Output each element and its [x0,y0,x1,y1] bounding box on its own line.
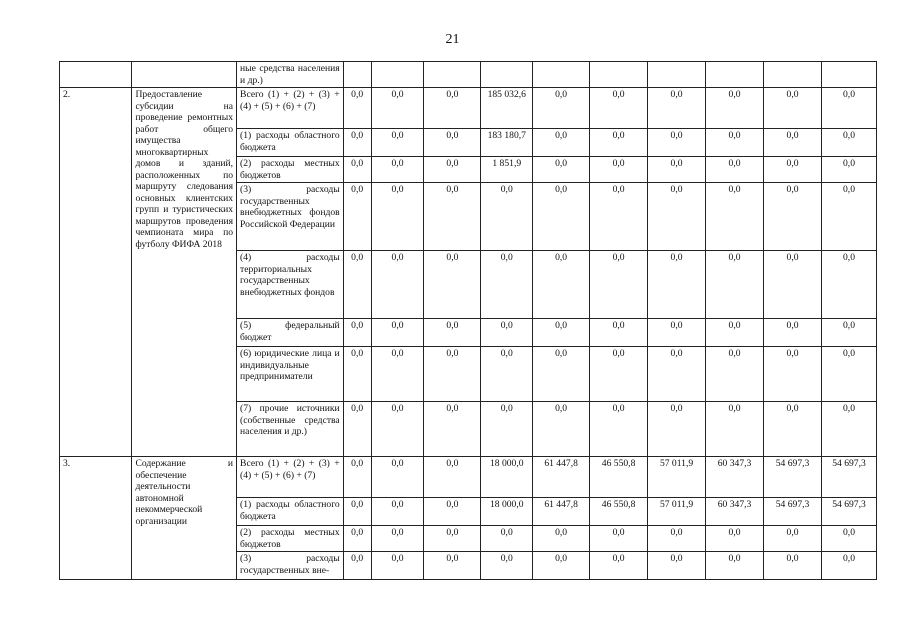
page-number: 21 [445,32,460,47]
value-cell: 0,0 [533,347,590,402]
value-cell: 0,0 [590,251,648,319]
value-cell: 0,0 [343,402,371,457]
value-cell: 0,0 [590,129,648,157]
budget-table [59,61,877,580]
value-cell: 60 347,3 [706,498,764,526]
value-cell: 0,0 [590,88,648,129]
funding-source: Всего (1) + (2) + (3) + (4) + (5) + (6) + (7) [237,457,344,498]
value-cell: 18 000,0 [481,498,533,526]
value-cell: 0,0 [648,526,706,552]
value-cell: 0,0 [533,552,590,580]
value-cell [764,62,822,88]
value-cell: 0,0 [706,526,764,552]
value-cell: 0,0 [822,88,877,129]
value-cell: 0,0 [343,457,371,498]
value-cell: 0,0 [764,129,822,157]
activity-name [132,62,237,88]
value-cell: 0,0 [706,157,764,183]
value-cell: 46 550,8 [590,498,648,526]
value-cell: 61 447,8 [533,457,590,498]
value-cell: 0,0 [764,526,822,552]
value-cell: 0,0 [822,251,877,319]
value-cell: 54 697,3 [764,498,822,526]
value-cell [343,62,371,88]
value-cell: 0,0 [706,402,764,457]
value-cell: 0,0 [371,457,424,498]
value-cell: 0,0 [533,402,590,457]
value-cell: 0,0 [481,319,533,347]
value-cell: 0,0 [590,183,648,251]
value-cell: 0,0 [343,251,371,319]
funding-source: (3) расходы государственных вне- [237,552,344,580]
value-cell: 46 550,8 [590,457,648,498]
value-cell: 0,0 [343,347,371,402]
value-cell [590,62,648,88]
activity-name: Содержание и обеспечение деятельности автономной некоммерческой организации [132,457,237,580]
funding-source: Всего (1) + (2) + (3) + (4) + (5) + (6) + (7) [237,88,344,129]
value-cell: 0,0 [590,526,648,552]
funding-source: (4) расходы территориальных государственных внебюджетных фондов [237,251,344,319]
value-cell: 0,0 [343,183,371,251]
table-row [60,88,877,129]
value-cell: 185 032,6 [481,88,533,129]
value-cell [424,62,481,88]
value-cell [706,62,764,88]
value-cell: 0,0 [343,552,371,580]
row-number: 3. [60,457,132,580]
value-cell: 0,0 [648,552,706,580]
value-cell: 0,0 [424,129,481,157]
value-cell: 0,0 [822,157,877,183]
value-cell: 0,0 [648,347,706,402]
value-cell [822,62,877,88]
value-cell: 0,0 [764,319,822,347]
value-cell [371,62,424,88]
value-cell: 0,0 [424,319,481,347]
value-cell: 57 011,9 [648,498,706,526]
value-cell: 0,0 [822,319,877,347]
value-cell: 60 347,3 [706,457,764,498]
value-cell: 0,0 [424,552,481,580]
table-body [60,62,877,580]
value-cell: 0,0 [343,498,371,526]
value-cell: 0,0 [424,251,481,319]
value-cell: 54 697,3 [822,498,877,526]
funding-source: (3) расходы государственных внебюджетных фондов Российской Федерации [237,183,344,251]
funding-source: (1) расходы областного бюджета [237,498,344,526]
funding-source: (5) федеральный бюджет [237,319,344,347]
value-cell: 0,0 [648,319,706,347]
value-cell: 0,0 [648,129,706,157]
value-cell: 0,0 [371,129,424,157]
value-cell: 0,0 [424,402,481,457]
value-cell [648,62,706,88]
value-cell: 0,0 [764,402,822,457]
value-cell: 0,0 [590,552,648,580]
value-cell: 0,0 [648,88,706,129]
value-cell: 0,0 [590,347,648,402]
funding-source: ные средства населения и др.) [237,62,344,88]
value-cell: 0,0 [822,526,877,552]
value-cell: 0,0 [481,526,533,552]
value-cell: 0,0 [424,88,481,129]
value-cell: 0,0 [764,347,822,402]
funding-source: (6) юридические лица и индивидуальные предприниматели [237,347,344,402]
value-cell: 0,0 [706,347,764,402]
value-cell: 0,0 [481,183,533,251]
value-cell: 0,0 [481,251,533,319]
value-cell: 0,0 [371,251,424,319]
value-cell: 0,0 [764,183,822,251]
funding-source: (2) расходы местных бюджетов [237,157,344,183]
activity-name: Предоставление субсидии на проведение ремонтных работ общего имущества многоквартирных домов и зданий, расположенных по маршруту следования основных клиентских групп и туристических маршрутов проведения чемпионата мира по футболу ФИФА 2018 [132,88,237,457]
value-cell: 0,0 [648,157,706,183]
value-cell: 0,0 [371,88,424,129]
value-cell: 0,0 [371,183,424,251]
value-cell [533,62,590,88]
value-cell: 0,0 [706,129,764,157]
value-cell: 0,0 [424,183,481,251]
value-cell: 0,0 [371,347,424,402]
value-cell: 61 447,8 [533,498,590,526]
value-cell: 1 851,9 [481,157,533,183]
value-cell: 0,0 [371,402,424,457]
value-cell: 0,0 [533,88,590,129]
table-row [60,62,877,88]
value-cell: 0,0 [424,526,481,552]
value-cell: 0,0 [590,157,648,183]
value-cell: 0,0 [706,183,764,251]
value-cell: 0,0 [343,319,371,347]
value-cell: 0,0 [648,402,706,457]
value-cell: 0,0 [343,88,371,129]
value-cell: 0,0 [822,183,877,251]
value-cell: 0,0 [706,319,764,347]
row-number: 2. [60,88,132,457]
value-cell: 0,0 [822,552,877,580]
value-cell: 0,0 [343,526,371,552]
value-cell: 0,0 [706,552,764,580]
value-cell: 54 697,3 [764,457,822,498]
value-cell: 0,0 [533,157,590,183]
value-cell: 0,0 [590,319,648,347]
value-cell: 0,0 [533,129,590,157]
table-row [60,457,877,498]
value-cell: 0,0 [424,457,481,498]
value-cell: 0,0 [481,552,533,580]
value-cell: 0,0 [533,251,590,319]
funding-source: (7) прочие источники (собственные средства населения и др.) [237,402,344,457]
value-cell: 0,0 [648,251,706,319]
value-cell: 0,0 [424,498,481,526]
value-cell: 0,0 [343,157,371,183]
value-cell: 0,0 [371,157,424,183]
value-cell: 0,0 [648,183,706,251]
value-cell: 0,0 [481,402,533,457]
value-cell: 183 180,7 [481,129,533,157]
value-cell: 0,0 [533,526,590,552]
value-cell: 0,0 [533,183,590,251]
value-cell: 0,0 [764,552,822,580]
value-cell: 0,0 [822,402,877,457]
value-cell: 0,0 [706,251,764,319]
funding-source: (2) расходы местных бюджетов [237,526,344,552]
value-cell: 0,0 [590,402,648,457]
row-number [60,62,132,88]
funding-source: (1) расходы областного бюджета [237,129,344,157]
value-cell: 0,0 [764,88,822,129]
value-cell: 0,0 [822,347,877,402]
value-cell: 0,0 [424,157,481,183]
value-cell: 18 000,0 [481,457,533,498]
value-cell: 0,0 [424,347,481,402]
value-cell: 0,0 [706,88,764,129]
value-cell: 0,0 [371,498,424,526]
value-cell: 0,0 [533,319,590,347]
value-cell [481,62,533,88]
value-cell: 0,0 [371,319,424,347]
value-cell: 0,0 [764,157,822,183]
value-cell: 0,0 [481,347,533,402]
value-cell: 0,0 [822,129,877,157]
value-cell: 0,0 [371,552,424,580]
value-cell: 0,0 [764,251,822,319]
value-cell: 57 011,9 [648,457,706,498]
value-cell: 54 697,3 [822,457,877,498]
value-cell: 0,0 [343,129,371,157]
value-cell: 0,0 [371,526,424,552]
